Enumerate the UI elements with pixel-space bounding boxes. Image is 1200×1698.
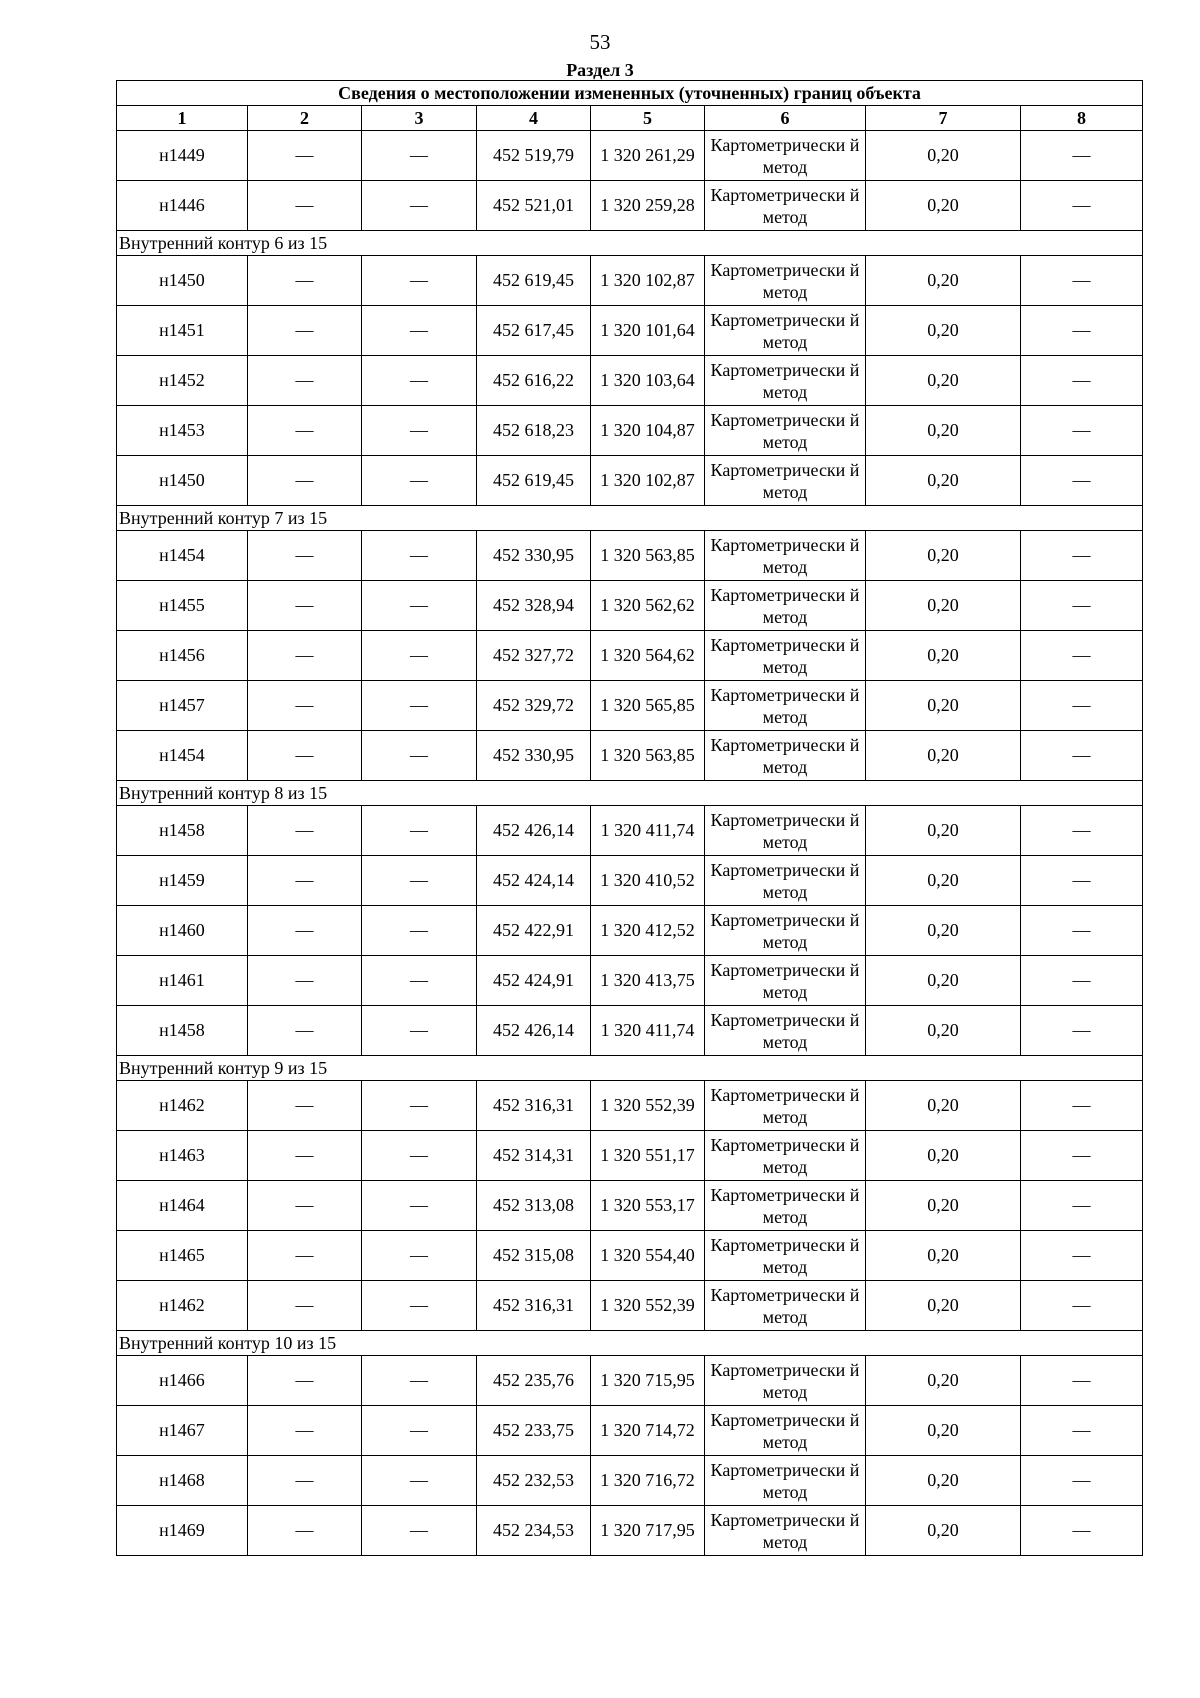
method-cell: Картометрически й метод [705, 181, 866, 231]
table-row [117, 131, 1143, 181]
accuracy-cell: 0,20 [866, 1281, 1021, 1331]
x-coordinate-cell: 452 329,72 [477, 681, 591, 731]
point-name-cell: н1460 [117, 906, 248, 956]
contour-label: Внутренний контур 8 из 15 [117, 781, 1143, 806]
column-header: 2 [248, 106, 362, 131]
method-cell: Картометрически й метод [705, 806, 866, 856]
col3-cell: — [362, 456, 477, 506]
y-coordinate-cell: 1 320 715,95 [591, 1356, 705, 1406]
y-coordinate-cell: 1 320 716,72 [591, 1456, 705, 1506]
contour-row [117, 506, 1143, 531]
col3-cell: — [362, 1506, 477, 1556]
y-coordinate-cell: 1 320 102,87 [591, 256, 705, 306]
col2-cell: — [248, 956, 362, 1006]
y-coordinate-cell: 1 320 411,74 [591, 1006, 705, 1056]
method-cell: Картометрически й метод [705, 906, 866, 956]
method-cell: Картометрически й метод [705, 631, 866, 681]
point-name-cell: н1466 [117, 1356, 248, 1406]
table-row [117, 181, 1143, 231]
col3-cell: — [362, 1406, 477, 1456]
col2-cell: — [248, 406, 362, 456]
col3-cell: — [362, 1281, 477, 1331]
table-row [117, 456, 1143, 506]
accuracy-cell: 0,20 [866, 1081, 1021, 1131]
col8-cell: — [1021, 856, 1143, 906]
point-name-cell: н1469 [117, 1506, 248, 1556]
col2-cell: — [248, 1456, 362, 1506]
col8-cell: — [1021, 1356, 1143, 1406]
method-cell: Картометрически й метод [705, 1081, 866, 1131]
point-name-cell: н1455 [117, 581, 248, 631]
accuracy-cell: 0,20 [866, 631, 1021, 681]
col3-cell: — [362, 631, 477, 681]
x-coordinate-cell: 452 426,14 [477, 1006, 591, 1056]
col8-cell: — [1021, 356, 1143, 406]
col8-cell: — [1021, 531, 1143, 581]
method-cell: Картометрически й метод [705, 531, 866, 581]
col3-cell: — [362, 306, 477, 356]
col2-cell: — [248, 456, 362, 506]
method-cell: Картометрически й метод [705, 456, 866, 506]
table-row [117, 1281, 1143, 1331]
col2-cell: — [248, 1281, 362, 1331]
col8-cell: — [1021, 731, 1143, 781]
col3-cell: — [362, 1181, 477, 1231]
col3-cell: — [362, 731, 477, 781]
col3-cell: — [362, 856, 477, 906]
method-cell: Картометрически й метод [705, 1181, 866, 1231]
col2-cell: — [248, 256, 362, 306]
table-row [117, 1131, 1143, 1181]
table-body [117, 131, 1143, 1556]
contour-row [117, 781, 1143, 806]
y-coordinate-cell: 1 320 714,72 [591, 1406, 705, 1456]
x-coordinate-cell: 452 327,72 [477, 631, 591, 681]
method-cell: Картометрически й метод [705, 1406, 866, 1456]
y-coordinate-cell: 1 320 562,62 [591, 581, 705, 631]
contour-row [117, 231, 1143, 256]
col3-cell: — [362, 256, 477, 306]
point-name-cell: н1468 [117, 1456, 248, 1506]
col3-cell: — [362, 1131, 477, 1181]
col8-cell: — [1021, 1456, 1143, 1506]
accuracy-cell: 0,20 [866, 856, 1021, 906]
accuracy-cell: 0,20 [866, 1006, 1021, 1056]
col8-cell: — [1021, 1406, 1143, 1456]
table-row [117, 356, 1143, 406]
x-coordinate-cell: 452 234,53 [477, 1506, 591, 1556]
column-header: 6 [705, 106, 866, 131]
y-coordinate-cell: 1 320 551,17 [591, 1131, 705, 1181]
method-cell: Картометрически й метод [705, 1006, 866, 1056]
point-name-cell: н1467 [117, 1406, 248, 1456]
method-cell: Картометрически й метод [705, 956, 866, 1006]
col8-cell: — [1021, 456, 1143, 506]
col8-cell: — [1021, 1006, 1143, 1056]
point-name-cell: н1454 [117, 731, 248, 781]
contour-row [117, 1056, 1143, 1081]
y-coordinate-cell: 1 320 104,87 [591, 406, 705, 456]
col3-cell: — [362, 181, 477, 231]
accuracy-cell: 0,20 [866, 1356, 1021, 1406]
y-coordinate-cell: 1 320 411,74 [591, 806, 705, 856]
col3-cell: — [362, 1356, 477, 1406]
method-cell: Картометрически й метод [705, 131, 866, 181]
accuracy-cell: 0,20 [866, 956, 1021, 1006]
col2-cell: — [248, 531, 362, 581]
method-cell: Картометрически й метод [705, 1281, 866, 1331]
table-row [117, 856, 1143, 906]
col2-cell: — [248, 1506, 362, 1556]
column-header: 7 [866, 106, 1021, 131]
accuracy-cell: 0,20 [866, 1406, 1021, 1456]
accuracy-cell: 0,20 [866, 1131, 1021, 1181]
point-name-cell: н1458 [117, 806, 248, 856]
table-row [117, 581, 1143, 631]
y-coordinate-cell: 1 320 103,64 [591, 356, 705, 406]
column-header: 8 [1021, 106, 1143, 131]
table-row [117, 256, 1143, 306]
table-row [117, 1356, 1143, 1406]
col3-cell: — [362, 531, 477, 581]
x-coordinate-cell: 452 619,45 [477, 256, 591, 306]
col2-cell: — [248, 581, 362, 631]
table-row [117, 1081, 1143, 1131]
method-cell: Картометрически й метод [705, 856, 866, 906]
col2-cell: — [248, 1406, 362, 1456]
col3-cell: — [362, 956, 477, 1006]
accuracy-cell: 0,20 [866, 456, 1021, 506]
col3-cell: — [362, 356, 477, 406]
col2-cell: — [248, 1181, 362, 1231]
col2-cell: — [248, 306, 362, 356]
point-name-cell: н1465 [117, 1231, 248, 1281]
accuracy-cell: 0,20 [866, 1231, 1021, 1281]
col2-cell: — [248, 1356, 362, 1406]
col8-cell: — [1021, 906, 1143, 956]
col8-cell: — [1021, 1131, 1143, 1181]
point-name-cell: н1453 [117, 406, 248, 456]
y-coordinate-cell: 1 320 563,85 [591, 731, 705, 781]
col2-cell: — [248, 1231, 362, 1281]
accuracy-cell: 0,20 [866, 256, 1021, 306]
accuracy-cell: 0,20 [866, 181, 1021, 231]
col8-cell: — [1021, 681, 1143, 731]
col8-cell: — [1021, 1081, 1143, 1131]
y-coordinate-cell: 1 320 552,39 [591, 1081, 705, 1131]
accuracy-cell: 0,20 [866, 906, 1021, 956]
y-coordinate-cell: 1 320 413,75 [591, 956, 705, 1006]
y-coordinate-cell: 1 320 553,17 [591, 1181, 705, 1231]
col2-cell: — [248, 731, 362, 781]
col2-cell: — [248, 1081, 362, 1131]
accuracy-cell: 0,20 [866, 581, 1021, 631]
col2-cell: — [248, 131, 362, 181]
x-coordinate-cell: 452 330,95 [477, 731, 591, 781]
section-title: Раздел 3 [566, 60, 634, 80]
point-name-cell: н1462 [117, 1281, 248, 1331]
col2-cell: — [248, 1131, 362, 1181]
col8-cell: — [1021, 131, 1143, 181]
accuracy-cell: 0,20 [866, 531, 1021, 581]
col3-cell: — [362, 806, 477, 856]
accuracy-cell: 0,20 [866, 131, 1021, 181]
table-row [117, 531, 1143, 581]
x-coordinate-cell: 452 426,14 [477, 806, 591, 856]
y-coordinate-cell: 1 320 552,39 [591, 1281, 705, 1331]
x-coordinate-cell: 452 619,45 [477, 456, 591, 506]
x-coordinate-cell: 452 424,14 [477, 856, 591, 906]
table-row [117, 406, 1143, 456]
col2-cell: — [248, 1006, 362, 1056]
point-name-cell: н1457 [117, 681, 248, 731]
coordinates-table [116, 80, 1143, 1556]
table-row [117, 681, 1143, 731]
y-coordinate-cell: 1 320 102,87 [591, 456, 705, 506]
contour-label: Внутренний контур 9 из 15 [117, 1056, 1143, 1081]
col8-cell: — [1021, 1231, 1143, 1281]
table-row [117, 1456, 1143, 1506]
col3-cell: — [362, 906, 477, 956]
y-coordinate-cell: 1 320 101,64 [591, 306, 705, 356]
point-name-cell: н1454 [117, 531, 248, 581]
col3-cell: — [362, 1006, 477, 1056]
col8-cell: — [1021, 406, 1143, 456]
accuracy-cell: 0,20 [866, 1181, 1021, 1231]
col2-cell: — [248, 806, 362, 856]
method-cell: Картометрически й метод [705, 1356, 866, 1406]
point-name-cell: н1464 [117, 1181, 248, 1231]
method-cell: Картометрически й метод [705, 306, 866, 356]
x-coordinate-cell: 452 315,08 [477, 1231, 591, 1281]
method-cell: Картометрически й метод [705, 1131, 866, 1181]
point-name-cell: н1452 [117, 356, 248, 406]
x-coordinate-cell: 452 422,91 [477, 906, 591, 956]
y-coordinate-cell: 1 320 410,52 [591, 856, 705, 906]
point-name-cell: н1459 [117, 856, 248, 906]
x-coordinate-cell: 452 618,23 [477, 406, 591, 456]
contour-row [117, 1331, 1143, 1356]
method-cell: Картометрически й метод [705, 731, 866, 781]
point-name-cell: н1456 [117, 631, 248, 681]
col2-cell: — [248, 631, 362, 681]
table-row [117, 1406, 1143, 1456]
col8-cell: — [1021, 1281, 1143, 1331]
point-name-cell: н1446 [117, 181, 248, 231]
col8-cell: — [1021, 631, 1143, 681]
point-name-cell: н1450 [117, 256, 248, 306]
table-row [117, 1231, 1143, 1281]
y-coordinate-cell: 1 320 261,29 [591, 131, 705, 181]
col2-cell: — [248, 856, 362, 906]
contour-label: Внутренний контур 6 из 15 [117, 231, 1143, 256]
accuracy-cell: 0,20 [866, 731, 1021, 781]
col2-cell: — [248, 356, 362, 406]
accuracy-cell: 0,20 [866, 1456, 1021, 1506]
x-coordinate-cell: 452 519,79 [477, 131, 591, 181]
col8-cell: — [1021, 806, 1143, 856]
column-header: 3 [362, 106, 477, 131]
column-header: 4 [477, 106, 591, 131]
accuracy-cell: 0,20 [866, 806, 1021, 856]
y-coordinate-cell: 1 320 554,40 [591, 1231, 705, 1281]
x-coordinate-cell: 452 616,22 [477, 356, 591, 406]
column-header: 1 [117, 106, 248, 131]
col2-cell: — [248, 181, 362, 231]
x-coordinate-cell: 452 232,53 [477, 1456, 591, 1506]
table-row [117, 806, 1143, 856]
col2-cell: — [248, 681, 362, 731]
col8-cell: — [1021, 581, 1143, 631]
column-header-row [117, 106, 1143, 131]
col3-cell: — [362, 1231, 477, 1281]
col8-cell: — [1021, 956, 1143, 1006]
method-cell: Картометрически й метод [705, 681, 866, 731]
x-coordinate-cell: 452 235,76 [477, 1356, 591, 1406]
x-coordinate-cell: 452 233,75 [477, 1406, 591, 1456]
col8-cell: — [1021, 256, 1143, 306]
col2-cell: — [248, 906, 362, 956]
x-coordinate-cell: 452 313,08 [477, 1181, 591, 1231]
point-name-cell: н1463 [117, 1131, 248, 1181]
x-coordinate-cell: 452 424,91 [477, 956, 591, 1006]
table-row [117, 1181, 1143, 1231]
y-coordinate-cell: 1 320 565,85 [591, 681, 705, 731]
method-cell: Картометрически й метод [705, 581, 866, 631]
col3-cell: — [362, 131, 477, 181]
col8-cell: — [1021, 306, 1143, 356]
method-cell: Картометрически й метод [705, 1456, 866, 1506]
method-cell: Картометрически й метод [705, 256, 866, 306]
y-coordinate-cell: 1 320 259,28 [591, 181, 705, 231]
x-coordinate-cell: 452 316,31 [477, 1281, 591, 1331]
method-cell: Картометрически й метод [705, 356, 866, 406]
col3-cell: — [362, 406, 477, 456]
y-coordinate-cell: 1 320 564,62 [591, 631, 705, 681]
x-coordinate-cell: 452 316,31 [477, 1081, 591, 1131]
column-header: 5 [591, 106, 705, 131]
point-name-cell: н1458 [117, 1006, 248, 1056]
method-cell: Картометрически й метод [705, 1231, 866, 1281]
col3-cell: — [362, 1456, 477, 1506]
point-name-cell: н1450 [117, 456, 248, 506]
point-name-cell: н1449 [117, 131, 248, 181]
x-coordinate-cell: 452 328,94 [477, 581, 591, 631]
col8-cell: — [1021, 181, 1143, 231]
y-coordinate-cell: 1 320 412,52 [591, 906, 705, 956]
table-row [117, 731, 1143, 781]
col8-cell: — [1021, 1181, 1143, 1231]
col3-cell: — [362, 1081, 477, 1131]
table-row [117, 1006, 1143, 1056]
method-cell: Картометрически й метод [705, 406, 866, 456]
accuracy-cell: 0,20 [866, 681, 1021, 731]
contour-label: Внутренний контур 7 из 15 [117, 506, 1143, 531]
point-name-cell: н1462 [117, 1081, 248, 1131]
point-name-cell: н1461 [117, 956, 248, 1006]
table-row [117, 1506, 1143, 1556]
table-row [117, 631, 1143, 681]
table-row [117, 906, 1143, 956]
contour-label: Внутренний контур 10 из 15 [117, 1331, 1143, 1356]
col3-cell: — [362, 681, 477, 731]
accuracy-cell: 0,20 [866, 356, 1021, 406]
y-coordinate-cell: 1 320 717,95 [591, 1506, 705, 1556]
table-row [117, 956, 1143, 1006]
x-coordinate-cell: 452 314,31 [477, 1131, 591, 1181]
page-number: 53 [589, 30, 611, 54]
point-name-cell: н1451 [117, 306, 248, 356]
accuracy-cell: 0,20 [866, 306, 1021, 356]
x-coordinate-cell: 452 330,95 [477, 531, 591, 581]
x-coordinate-cell: 452 617,45 [477, 306, 591, 356]
col8-cell: — [1021, 1506, 1143, 1556]
x-coordinate-cell: 452 521,01 [477, 181, 591, 231]
accuracy-cell: 0,20 [866, 1506, 1021, 1556]
table-caption-row [117, 81, 1143, 106]
method-cell: Картометрически й метод [705, 1506, 866, 1556]
col3-cell: — [362, 581, 477, 631]
y-coordinate-cell: 1 320 563,85 [591, 531, 705, 581]
table-caption: Сведения о местоположении измененных (уточненных) границ объекта [117, 81, 1143, 106]
table-row [117, 306, 1143, 356]
accuracy-cell: 0,20 [866, 406, 1021, 456]
